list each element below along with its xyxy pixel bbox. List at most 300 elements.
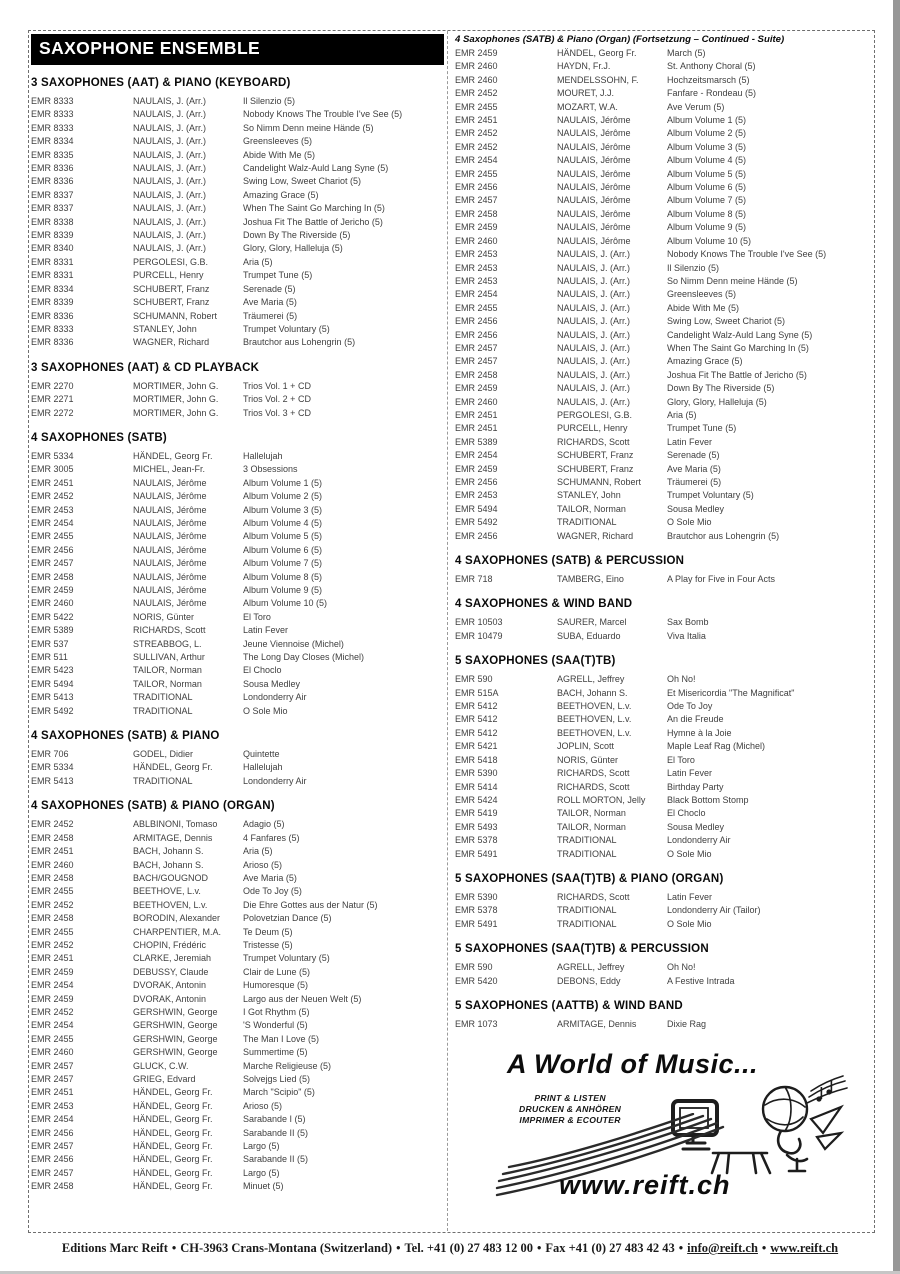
work-title: Dixie Rag	[667, 1018, 707, 1029]
emr-code: EMR 2458	[31, 913, 74, 924]
emr-code: EMR 2459	[455, 222, 498, 233]
emr-code: EMR 2456	[31, 544, 74, 555]
emr-code: EMR 2459	[455, 383, 498, 394]
emr-code: EMR 8333	[31, 122, 74, 133]
catalog-row	[31, 463, 444, 476]
emr-code: EMR 2452	[31, 939, 74, 950]
catalog-row	[31, 557, 444, 570]
composer: MOZART, W.A.	[557, 101, 618, 112]
catalog-row	[455, 489, 867, 502]
catalog-row	[455, 463, 867, 476]
emr-code: EMR 2454	[31, 1114, 74, 1125]
composer: RICHARDS, Scott	[133, 625, 206, 636]
composer: NAULAIS, J. (Arr.)	[557, 329, 631, 340]
work-title: Polovetzian Dance (5)	[243, 913, 332, 924]
catalog-row	[455, 396, 867, 409]
emr-code: EMR 2451	[455, 409, 498, 420]
composer: NAULAIS, Jérôme	[557, 168, 631, 179]
work-title: Londonderry Air	[243, 692, 307, 703]
work-title: Swing Low, Sweet Chariot (5)	[667, 316, 786, 327]
work-title: Oh No!	[667, 962, 696, 973]
work-title: Ode To Joy (5)	[243, 886, 302, 897]
composer: HAYDN, Fr.J.	[557, 61, 611, 72]
work-title: Album Volume 8 (5)	[667, 208, 747, 219]
catalog-rows	[31, 450, 444, 718]
composer: HÄNDEL, Georg Fr.	[133, 1127, 213, 1138]
work-title: Clair de Lune (5)	[243, 966, 311, 977]
work-title: Nobody Knows The Trouble I've See (5)	[667, 249, 827, 260]
catalog-row	[31, 149, 444, 162]
composer: NAULAIS, Jérôme	[133, 531, 207, 542]
emr-code: EMR 2457	[31, 1141, 74, 1152]
emr-code: EMR 5390	[455, 891, 498, 902]
catalog-rows	[455, 1018, 867, 1031]
work-title: Album Volume 1 (5)	[667, 115, 747, 126]
catalog-row	[455, 382, 867, 395]
catalog-row	[31, 269, 444, 282]
catalog-row	[455, 60, 867, 73]
logo-url: www.reift.ch	[559, 1170, 731, 1201]
catalog-row	[31, 1127, 444, 1140]
catalog-row	[31, 624, 444, 637]
work-title: Die Ehre Gottes aus der Natur (5)	[243, 899, 378, 910]
emr-code: EMR 5413	[31, 775, 74, 786]
composer: TRADITIONAL	[133, 692, 193, 703]
catalog-row	[455, 476, 867, 489]
catalog-row	[455, 807, 867, 820]
work-title: Londonderry Air	[243, 775, 307, 786]
emr-code: EMR 5419	[455, 808, 498, 819]
catalog-row	[455, 315, 867, 328]
emr-code: EMR 2455	[31, 531, 74, 542]
work-title: Album Volume 3 (5)	[667, 141, 747, 152]
emr-code: EMR 2453	[31, 1100, 74, 1111]
work-title: Latin Fever	[667, 891, 713, 902]
catalog-row	[31, 122, 444, 135]
emr-code: EMR 706	[31, 749, 69, 760]
catalog-row	[31, 832, 444, 845]
work-title: Hallelujah	[243, 762, 283, 773]
right-column	[455, 33, 867, 1201]
composer: SULLIVAN, Arthur	[133, 652, 205, 663]
composer: PERGOLESI, G.B.	[133, 256, 209, 267]
catalog-rows	[455, 961, 867, 988]
composer: NAULAIS, Jérôme	[557, 182, 631, 193]
emr-code: EMR 8337	[31, 189, 74, 200]
emr-code: EMR 8335	[31, 149, 74, 160]
emr-code: EMR 8339	[31, 230, 74, 241]
work-title: Album Volume 2 (5)	[667, 128, 747, 139]
work-title: Marche Religieuse (5)	[243, 1060, 332, 1071]
composer: NAULAIS, J. (Arr.)	[133, 163, 207, 174]
composer: NAULAIS, Jérôme	[557, 208, 631, 219]
catalog-row	[31, 775, 444, 788]
composer: NAULAIS, J. (Arr.)	[557, 289, 631, 300]
work-title: St. Anthony Choral (5)	[667, 61, 756, 72]
catalog-row	[31, 691, 444, 704]
emr-code: EMR 2453	[455, 262, 498, 273]
catalog-row	[31, 95, 444, 108]
composer: NORIS, Günter	[133, 611, 195, 622]
composer: NAULAIS, J. (Arr.)	[133, 109, 207, 120]
composer: NAULAIS, Jérôme	[133, 491, 207, 502]
composer: NAULAIS, Jérôme	[133, 477, 207, 488]
footer-separator: •	[396, 1241, 401, 1255]
composer: NAULAIS, Jérôme	[557, 128, 631, 139]
emr-code: EMR 2455	[31, 886, 74, 897]
footer-separator: •	[678, 1241, 684, 1255]
logo-tagline-de: DRUCKEN & ANHÖREN	[519, 1103, 622, 1114]
page-title	[31, 34, 444, 65]
work-title: Brautchor aus Lohengrin (5)	[243, 337, 356, 348]
composer: NORIS, Günter	[557, 754, 619, 765]
emr-code: EMR 2452	[31, 491, 74, 502]
composer: WAGNER, Richard	[133, 337, 210, 348]
catalog-row	[31, 1006, 444, 1019]
work-title: Fanfare - Rondeau (5)	[667, 88, 757, 99]
emr-code: EMR 8336	[31, 176, 74, 187]
composer: NAULAIS, J. (Arr.)	[557, 249, 631, 260]
work-title: Joshua Fit The Battle of Jericho (5)	[243, 216, 383, 227]
work-title: Album Volume 6 (5)	[667, 182, 747, 193]
catalog-row	[31, 1033, 444, 1046]
work-title: Sousa Medley	[667, 503, 725, 514]
section-heading: 4 SAXOPHONES (SATB)	[31, 431, 167, 444]
work-title: Hallelujah	[243, 450, 283, 461]
composer: ARMITAGE, Dennis	[557, 1018, 637, 1029]
emr-code: EMR 5412	[455, 714, 498, 725]
emr-code: EMR 2458	[455, 208, 498, 219]
composer: NAULAIS, Jérôme	[133, 504, 207, 515]
emr-code: EMR 2451	[31, 477, 74, 488]
work-title: Album Volume 7 (5)	[667, 195, 747, 206]
emr-code: EMR 2460	[455, 396, 498, 407]
composer: HÄNDEL, Georg Fr.	[133, 1154, 213, 1165]
world-of-music-logo	[493, 1049, 855, 1201]
logo-tagline-fr: IMPRIMER & ECOUTER	[519, 1114, 621, 1125]
composer: DVORAK, Antonin	[133, 993, 207, 1004]
work-title: O Sole Mio	[667, 918, 712, 929]
composer: NAULAIS, Jérôme	[133, 558, 207, 569]
emr-code: EMR 2454	[455, 450, 498, 461]
catalog-row	[31, 450, 444, 463]
catalog-row	[31, 490, 444, 503]
catalog-rows	[31, 818, 444, 1193]
catalog-row	[31, 845, 444, 858]
emr-code: EMR 5423	[31, 665, 74, 676]
catalog-row	[31, 748, 444, 761]
emr-code: EMR 2270	[31, 380, 74, 391]
catalog-row	[31, 380, 444, 393]
composer: RICHARDS, Scott	[557, 768, 630, 779]
work-title: Trios Vol. 2 + CD	[243, 394, 311, 405]
catalog-row	[455, 630, 867, 643]
work-title: Trios Vol. 3 + CD	[243, 407, 311, 418]
composer: NAULAIS, J. (Arr.)	[557, 383, 631, 394]
catalog-row	[31, 664, 444, 677]
emr-code: EMR 2456	[455, 477, 498, 487]
work-title: Nobody Knows The Trouble I've See (5)	[243, 109, 403, 120]
emr-code: EMR 2271	[31, 394, 74, 405]
emr-code: EMR 2460	[455, 74, 498, 85]
catalog-row	[31, 189, 444, 202]
work-title: Hymne à la Joie	[667, 727, 732, 738]
left-column	[31, 34, 444, 1194]
catalog-row	[31, 584, 444, 597]
catalog-row	[455, 369, 867, 382]
page-title-text: SAXOPHONE ENSEMBLE	[39, 38, 261, 58]
emr-code: EMR 2458	[31, 832, 74, 843]
work-title: Trumpet Voluntary (5)	[243, 953, 330, 964]
composer: HÄNDEL, Georg Fr.	[133, 1181, 213, 1192]
composer: ABLBINONI, Tomaso	[133, 819, 218, 830]
catalog-row	[31, 912, 444, 925]
emr-code: EMR 5378	[455, 835, 498, 846]
emr-code: EMR 8339	[31, 297, 74, 308]
catalog-row	[455, 573, 867, 586]
work-title: Aria (5)	[667, 409, 697, 420]
work-title: Album Volume 1 (5)	[243, 477, 323, 488]
emr-code: EMR 5494	[455, 503, 498, 514]
footer-text: CH-3963 Crans-Montana (Switzerland)	[180, 1241, 393, 1255]
catalog-row	[31, 477, 444, 490]
work-title: So Nimm Denn meine Hände (5)	[667, 275, 798, 286]
work-title: Sarabande II (5)	[243, 1127, 309, 1138]
emr-code: EMR 5491	[455, 918, 498, 929]
emr-code: EMR 1073	[455, 1018, 498, 1029]
catalog-row	[455, 302, 867, 315]
composer: AGRELL, Jeffrey	[557, 962, 625, 973]
emr-code: EMR 2460	[31, 1047, 74, 1058]
work-title: El Toro	[243, 611, 271, 622]
emr-code: EMR 8333	[31, 323, 74, 334]
catalog-row	[31, 966, 444, 979]
right-sections	[455, 33, 867, 1031]
emr-code: EMR 537	[31, 638, 69, 649]
work-title: The Man I Love (5)	[243, 1033, 320, 1044]
composer: TRADITIONAL	[133, 705, 193, 716]
composer: NAULAIS, J. (Arr.)	[133, 136, 207, 147]
emr-code: EMR 5389	[455, 436, 498, 447]
emr-code: EMR 515A	[455, 687, 499, 698]
emr-code: EMR 5334	[31, 450, 74, 461]
catalog-row	[31, 1019, 444, 1032]
catalog-row	[455, 687, 867, 700]
emr-code: EMR 2459	[31, 993, 74, 1004]
catalog-row	[455, 794, 867, 807]
catalog-row	[455, 1018, 867, 1031]
composer: DVORAK, Antonin	[133, 980, 207, 991]
catalog-row	[31, 393, 444, 406]
section-heading: 5 SAXOPHONES (SAA(T)TB) & PIANO (ORGAN)	[455, 872, 724, 885]
composer: CHOPIN, Frédéric	[133, 939, 207, 950]
catalog-rows	[31, 748, 444, 788]
composer: NAULAIS, Jérôme	[557, 115, 631, 126]
composer: NAULAIS, Jérôme	[557, 141, 631, 152]
work-title: Album Volume 2 (5)	[243, 491, 323, 502]
work-title: Ode To Joy	[667, 701, 713, 712]
composer: HÄNDEL, Georg Fr.	[133, 1167, 213, 1178]
catalog-row	[31, 323, 444, 336]
catalog-rows	[31, 95, 444, 350]
work-title: Londonderry Air	[667, 835, 731, 846]
catalog-row	[455, 288, 867, 301]
work-title: Black Bottom Stomp	[667, 794, 749, 805]
catalog-row	[31, 638, 444, 651]
catalog-row	[455, 449, 867, 462]
composer: NAULAIS, Jérôme	[557, 195, 631, 206]
work-title: Sousa Medley	[667, 821, 725, 832]
work-title: Glory, Glory, Halleluja (5)	[243, 243, 343, 254]
work-title: Tristesse (5)	[243, 939, 293, 950]
composer: BEETHOVEN, L.v.	[557, 714, 632, 725]
work-title: Viva Italia	[667, 630, 706, 641]
footer-text: Fax +41 (0) 27 483 42 43	[545, 1241, 675, 1255]
emr-code: EMR 8338	[31, 216, 74, 227]
emr-code: EMR 5414	[455, 781, 498, 792]
composer: STANLEY, John	[133, 323, 197, 334]
catalog-row	[31, 993, 444, 1006]
section-heading: 4 SAXOPHONES & WIND BAND	[455, 598, 633, 611]
emr-code: EMR 2457	[31, 1167, 74, 1178]
composer: HÄNDEL, Georg Fr.	[557, 48, 637, 58]
work-title: Album Volume 5 (5)	[243, 531, 323, 542]
composer: MORTIMER, John G.	[133, 380, 219, 391]
emr-code: EMR 2452	[455, 88, 498, 99]
emr-code: EMR 2452	[31, 819, 74, 830]
catalog-row	[31, 859, 444, 872]
composer: NAULAIS, J. (Arr.)	[557, 356, 631, 367]
work-title: Abide With Me (5)	[667, 302, 740, 313]
composer: HÄNDEL, Georg Fr.	[133, 450, 213, 461]
composer: NAULAIS, Jérôme	[133, 517, 207, 528]
footer-text: Tel. +41 (0) 27 483 12 00	[404, 1241, 534, 1255]
work-title: Album Volume 6 (5)	[243, 544, 323, 555]
work-title: Quintette	[243, 749, 280, 760]
work-title: Trumpet Voluntary (5)	[667, 490, 754, 501]
work-title: Album Volume 9 (5)	[667, 222, 747, 233]
emr-code: EMR 590	[455, 962, 493, 973]
composer: TAILOR, Norman	[133, 678, 202, 689]
emr-code: EMR 2454	[31, 517, 74, 528]
composer: HÄNDEL, Georg Fr.	[133, 762, 213, 773]
work-title: Te Deum (5)	[243, 926, 293, 937]
composer: AGRELL, Jeffrey	[557, 674, 625, 685]
emr-code: EMR 2451	[455, 115, 498, 126]
composer: BACH, Johann S.	[133, 846, 204, 857]
section-heading: 3 SAXOPHONES (AAT) & PIANO (KEYBOARD)	[31, 77, 291, 89]
catalog-row	[455, 114, 867, 127]
section-heading: 4 SAXOPHONES (SATB) & PIANO	[31, 730, 220, 743]
catalog-row	[31, 1073, 444, 1086]
composer: SCHUMANN, Robert	[133, 310, 218, 321]
footer-link: www.reift.ch	[770, 1241, 839, 1255]
work-title: Album Volume 8 (5)	[243, 571, 323, 582]
emr-code: EMR 2458	[455, 369, 498, 380]
emr-code: EMR 5412	[455, 727, 498, 738]
emr-code: EMR 2455	[455, 101, 498, 112]
composer: HÄNDEL, Georg Fr.	[133, 1087, 213, 1098]
catalog-row	[31, 651, 444, 664]
catalog-row	[455, 700, 867, 713]
composer: HÄNDEL, Georg Fr.	[133, 1100, 213, 1111]
composer: BACH/GOUGNOD	[133, 872, 209, 883]
emr-code: EMR 590	[455, 674, 493, 685]
composer: NAULAIS, Jérôme	[133, 598, 207, 609]
work-title: Solvejgs Lied (5)	[243, 1074, 311, 1084]
emr-code: EMR 5492	[31, 705, 74, 716]
work-title: The Long Day Closes (Michel)	[243, 652, 365, 663]
catalog-row	[455, 47, 867, 60]
composer: TAILOR, Norman	[557, 503, 626, 514]
composer: SCHUBERT, Franz	[133, 283, 210, 294]
emr-code: EMR 2457	[455, 342, 498, 353]
work-title: El Toro	[667, 754, 695, 765]
emr-code: EMR 8336	[31, 310, 74, 321]
composer: CLARKE, Jeremiah	[133, 953, 212, 964]
work-title: Sax Bomb	[667, 617, 709, 628]
catalog-row	[31, 872, 444, 885]
composer: NAULAIS, J. (Arr.)	[133, 230, 207, 241]
work-title: Aria (5)	[243, 256, 273, 267]
composer: RICHARDS, Scott	[557, 891, 630, 902]
composer: RICHARDS, Scott	[557, 781, 630, 792]
emr-code: EMR 5493	[455, 821, 498, 832]
emr-code: EMR 2455	[455, 168, 498, 179]
catalog-row	[455, 516, 867, 529]
work-title: Trumpet Voluntary (5)	[243, 323, 330, 334]
catalog-rows	[455, 47, 867, 543]
work-title: Ave Verum (5)	[667, 101, 725, 112]
composer: TAILOR, Norman	[557, 821, 626, 832]
catalog-row	[31, 135, 444, 148]
work-title: Hochzeitsmarsch (5)	[667, 74, 750, 85]
emr-code: EMR 511	[31, 652, 68, 663]
emr-code: EMR 10479	[455, 630, 503, 641]
emr-code: EMR 2457	[455, 356, 498, 367]
catalog-row	[31, 175, 444, 188]
composer: BEETHOVEN, L.v.	[557, 727, 632, 738]
composer: GRIEG, Edvard	[133, 1074, 196, 1084]
emr-code: EMR 10503	[455, 617, 503, 628]
catalog-row	[31, 705, 444, 718]
work-title: Ave Maria (5)	[243, 297, 297, 308]
emr-code: EMR 2455	[455, 302, 498, 313]
catalog-row	[31, 1060, 444, 1073]
work-title: Träumerei (5)	[667, 477, 722, 487]
catalog-row	[455, 727, 867, 740]
work-title: Album Volume 5 (5)	[667, 168, 747, 179]
work-title: Summertime (5)	[243, 1047, 308, 1058]
emr-code: EMR 2459	[455, 463, 498, 474]
emr-code: EMR 2458	[31, 872, 74, 883]
footer-separator: •	[761, 1241, 767, 1255]
catalog-row	[455, 342, 867, 355]
composer: GERSHWIN, George	[133, 1006, 218, 1017]
catalog-row	[455, 891, 867, 904]
work-title: Amazing Grace (5)	[667, 356, 743, 367]
section-heading: 5 SAXOPHONES (SAA(T)TB)	[455, 655, 616, 668]
work-title: Sarabande II (5)	[243, 1154, 309, 1165]
composer: DEBUSSY, Claude	[133, 966, 209, 977]
emr-code: EMR 2460	[31, 598, 74, 609]
work-title: Largo (5)	[243, 1141, 280, 1152]
catalog-row	[31, 1046, 444, 1059]
emr-code: EMR 2451	[455, 423, 498, 434]
composer: GERSHWIN, George	[133, 1047, 218, 1058]
composer: TAMBERG, Eino	[557, 574, 624, 585]
composer: HÄNDEL, Georg Fr.	[133, 1114, 213, 1125]
